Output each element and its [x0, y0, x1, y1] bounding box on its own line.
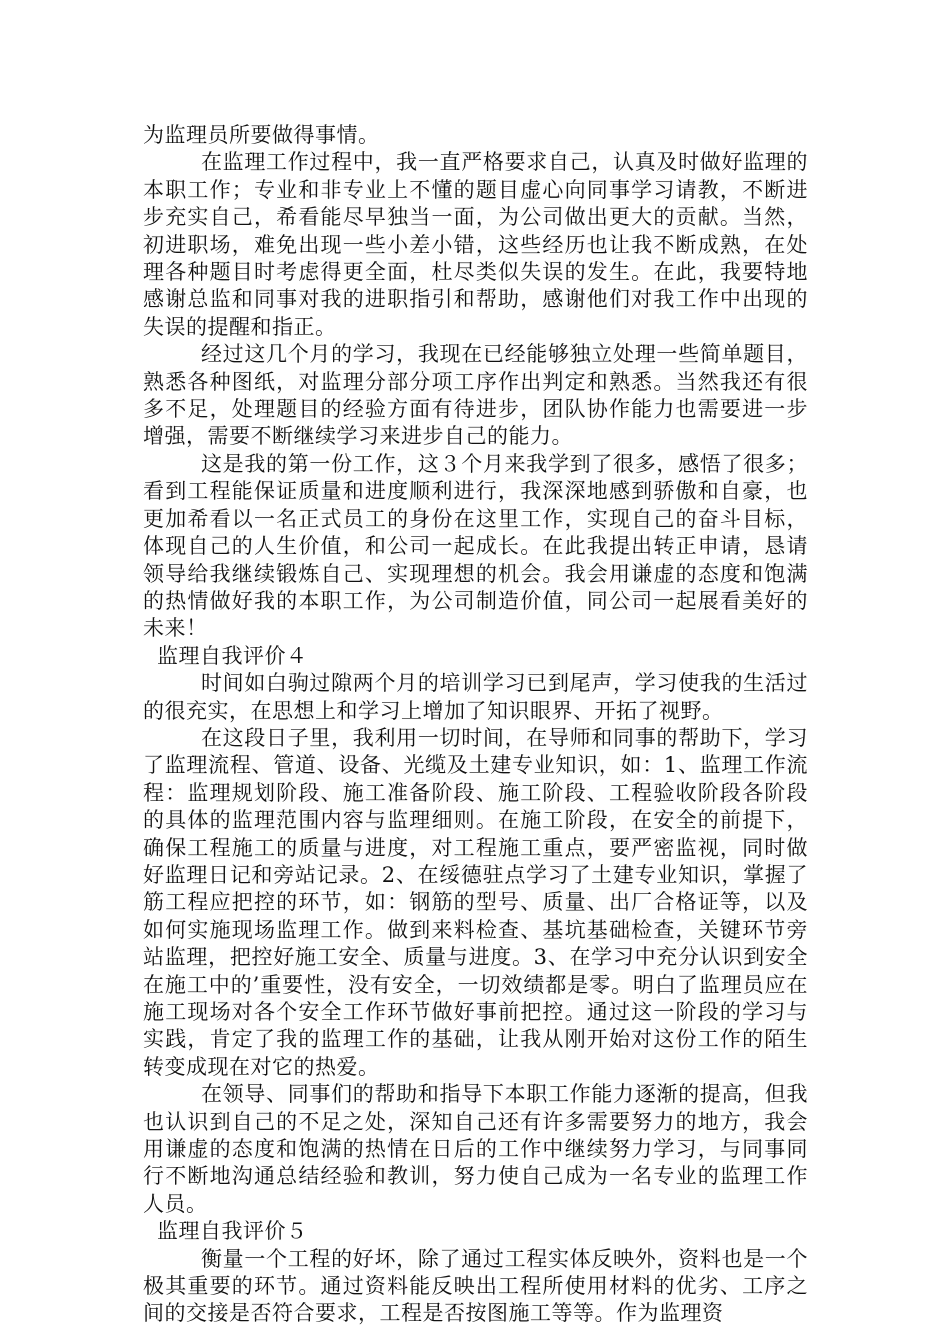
paragraph-2: 在监理工作过程中，我一直严格要求自己，认真及时做好监理的本职工作；专业和非专业上不懂的题目虚心向同事学习请教，不断进步充实自己，希看能尽早独当一面，为公司做出更大的贡献。当然，初进职场，难免出现一些小差小错，这些经历也让我不断成熟，在处理各种题目时考虑得更全面，杜尽类似失误的发生。在此，我要特地感谢总监和同事对我的进职指引和帮助，感谢他们对我工作中出现的失误的提醒和指正。 [143, 150, 808, 339]
section-heading-5: 监理自我评价５ [157, 1219, 308, 1244]
paragraph-4: 这是我的第一份工作，这３个月来我学到了很多，感悟了很多；看到工程能保证质量和进度顺利进行，我深深地感到骄傲和自豪，也更加希看以一名正式员工的身份在这里工作，实现自己的奋斗目标，体现自己的人生价值，和公司一起成长。在此我提出转正申请，恳请领导给我继续锻炼自己、实现理想的机会。我会用谦虚的态度和饱满的热情做好我的本职工作，为公司制造价值，同公司一起展看美好的未来！ [143, 451, 808, 641]
section-heading-4: 监理自我评价４ [157, 643, 308, 668]
paragraph-1: 为监理员所要做得事情。 [143, 123, 380, 147]
paragraph-5: 时间如白驹过隙两个月的培训学习已到尾声，学习使我的生活过的很充实，在思想上和学习上增加了知识眼界、开拓了视野。 [143, 671, 808, 723]
paragraph-3: 经过这几个月的学习，我现在已经能够独立处理一些简单题目，熟悉各种图纸，对监理分部分项工序作出判定和熟悉。当然我还有很多不足，处理题目的经验方面有待进步，团队协作能力也需要进一步增强，需要不断继续学习来进步自己的能力。 [143, 342, 808, 449]
paragraph-8: 衡量一个工程的好坏，除了通过工程实体反映外，资料也是一个极其重要的环节。通过资料能反映出工程所使用材料的优劣、工序之间的交接是否符合要求，工程是否按图施工等等。作为监理资 [143, 1246, 808, 1326]
paragraph-6: 在这段日子里，我利用一切时间，在导师和同事的帮助下，学习了监理流程、管道、设备、光缆及土建专业知识，如：1、监理工作流程：监理规划阶段、施工准备阶段、施工阶段、工程验收阶段各阶段的具体的监理范围内容与监理细则。在施工阶段，在安全的前提下，确保工程施工的质量与进度，对工程施工重点，要严密监视，同时做好监理日记和旁站记录。2、在绥德驻点学习了土建专业知识，掌握了筋工程应把控的环节，如：钢筋的型号、质量、出厂合格证等，以及如何实施现场监理工作。做到来料检查、基坑基础检查，关键环节旁站监理，把控好施工安全、质量与进度。3、在学习中充分认识到安全在施工中的’重要性，没有安全，一切效绩都是零。明白了监理员应在施工现场对各个安全工作环节做好事前把控。通过这一阶段的学习与实践，肯定了我的监理工作的基础，让我从刚开始对这份工作的陌生转变成现在对它的热爱。 [143, 725, 808, 1079]
document-body [143, 122, 808, 1328]
paragraph-7: 在领导、同事们的帮助和指导下本职工作能力逐渐的提高，但我也认识到自己的不足之处，深知自己还有许多需要努力的地方，我会用谦虚的态度和饱满的热情在日后的工作中继续努力学习，与同事同行不断地沟通总结经验和教训，努力使自己成为一名专业的监理工作人员。 [143, 1082, 808, 1216]
